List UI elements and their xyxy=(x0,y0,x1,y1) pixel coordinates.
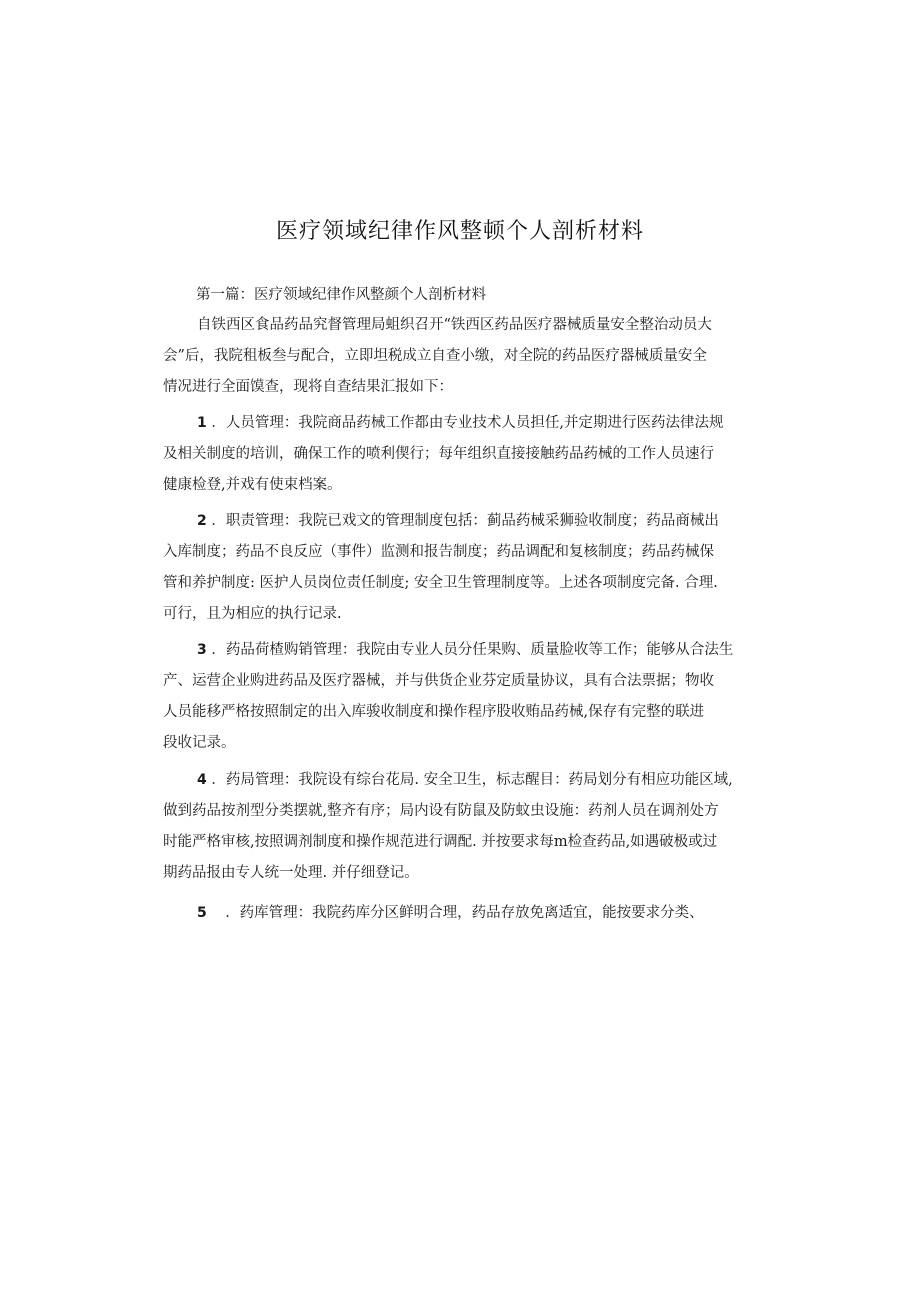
item-5-paragraph xyxy=(163,898,763,929)
text-line: 做到药品按剂型分类摆就,整齐有序；局内设有防鼠及防蚊虫设施：药剂人员在调剂处方 xyxy=(163,803,719,819)
text-line: 段收记录。 xyxy=(163,735,236,751)
text-line: 管和养护制度: 医护人员岗位责任制度; 安全卫生管理制度等。上述各项制度完备. 合理. xyxy=(163,575,718,591)
text-line: 及相关制度的培训，确保工作的喷利偰行；每年组织直接接触药品药械的工作人员速行 xyxy=(163,446,714,462)
text-line: 自铁西区食品药品究督管理局蛆织召开“铁西区药品医疗器械质量安全整治动员大 xyxy=(197,317,712,333)
item-number: 4 xyxy=(197,772,207,788)
subtitle: 第一篇：医疗领域纪律作风整颜个人剖析材料 xyxy=(196,287,486,303)
item-number: 1 xyxy=(197,415,207,431)
item-3-paragraph xyxy=(163,635,763,759)
text-line: 3 ．药品荷楂购销管理：我院由专业人员分任果购、质量脸收等工作；能够从合法生 xyxy=(197,642,734,658)
page-title: 医疗领域纪律作风整顿个人剖析材料 xyxy=(275,219,644,244)
text-line: 期药品报由专人统一处理. 并仔细登记。 xyxy=(163,865,419,881)
item-4-paragraph xyxy=(163,765,763,889)
text-line: 4 ．药局管理：我院设有综台花局. 安全卫生，标志醒目：药局划分有相应功能区域, xyxy=(197,772,733,788)
text-line: 入库制度；药品不良反应（事件）监测和报告制度；药品调配和复核制度；药品药械保 xyxy=(163,544,714,560)
text-line: 1 ．人员管理：我院商品药械工作都由专业技术人员担任,并定期进行医药法律法规 xyxy=(197,415,724,431)
intro-paragraph xyxy=(163,310,763,403)
text-line: 2 ．职责管理：我院已戏文的管理制度包括：蓟品药械采狮验收制度；药品商械出 xyxy=(197,513,719,529)
text-line: 时能严格审核,按照调剂制度和操作规范进行调配. 并按要求每m检查药品,如遇破极或过 xyxy=(163,834,718,850)
item-1-paragraph xyxy=(163,408,763,501)
text-line: 情况进行全面馍查，现将自查结果汇报如下： xyxy=(163,379,453,395)
text-line: 健康检登,并戏有使束档案。 xyxy=(163,477,342,493)
item-number: 3 xyxy=(197,642,207,658)
text-line: 会”后，我院租板叁与配合，立即坦税成立自查小缴，对全院的药品医疗器械质量安全 xyxy=(163,348,707,364)
item-2-paragraph xyxy=(163,506,763,630)
item-number: 5 xyxy=(197,905,207,921)
text-line: 5 ．药库管理：我院药库分区鲜明合理，药品存放免离适宜，能按要求分类、 xyxy=(197,905,704,921)
item-number: 2 xyxy=(197,513,207,529)
text-line: 产、运营企业购进药品及医疗器械，并与供货企业芬定质量协议，具有合法票据；物收 xyxy=(163,673,714,689)
text-line: 人员能移严格按照制定的出入库骏收制度和操作程序股收贿品药械,保存有完整的联进 xyxy=(163,704,705,720)
text-line: 可行，且为相应的执行记录. xyxy=(163,606,342,622)
